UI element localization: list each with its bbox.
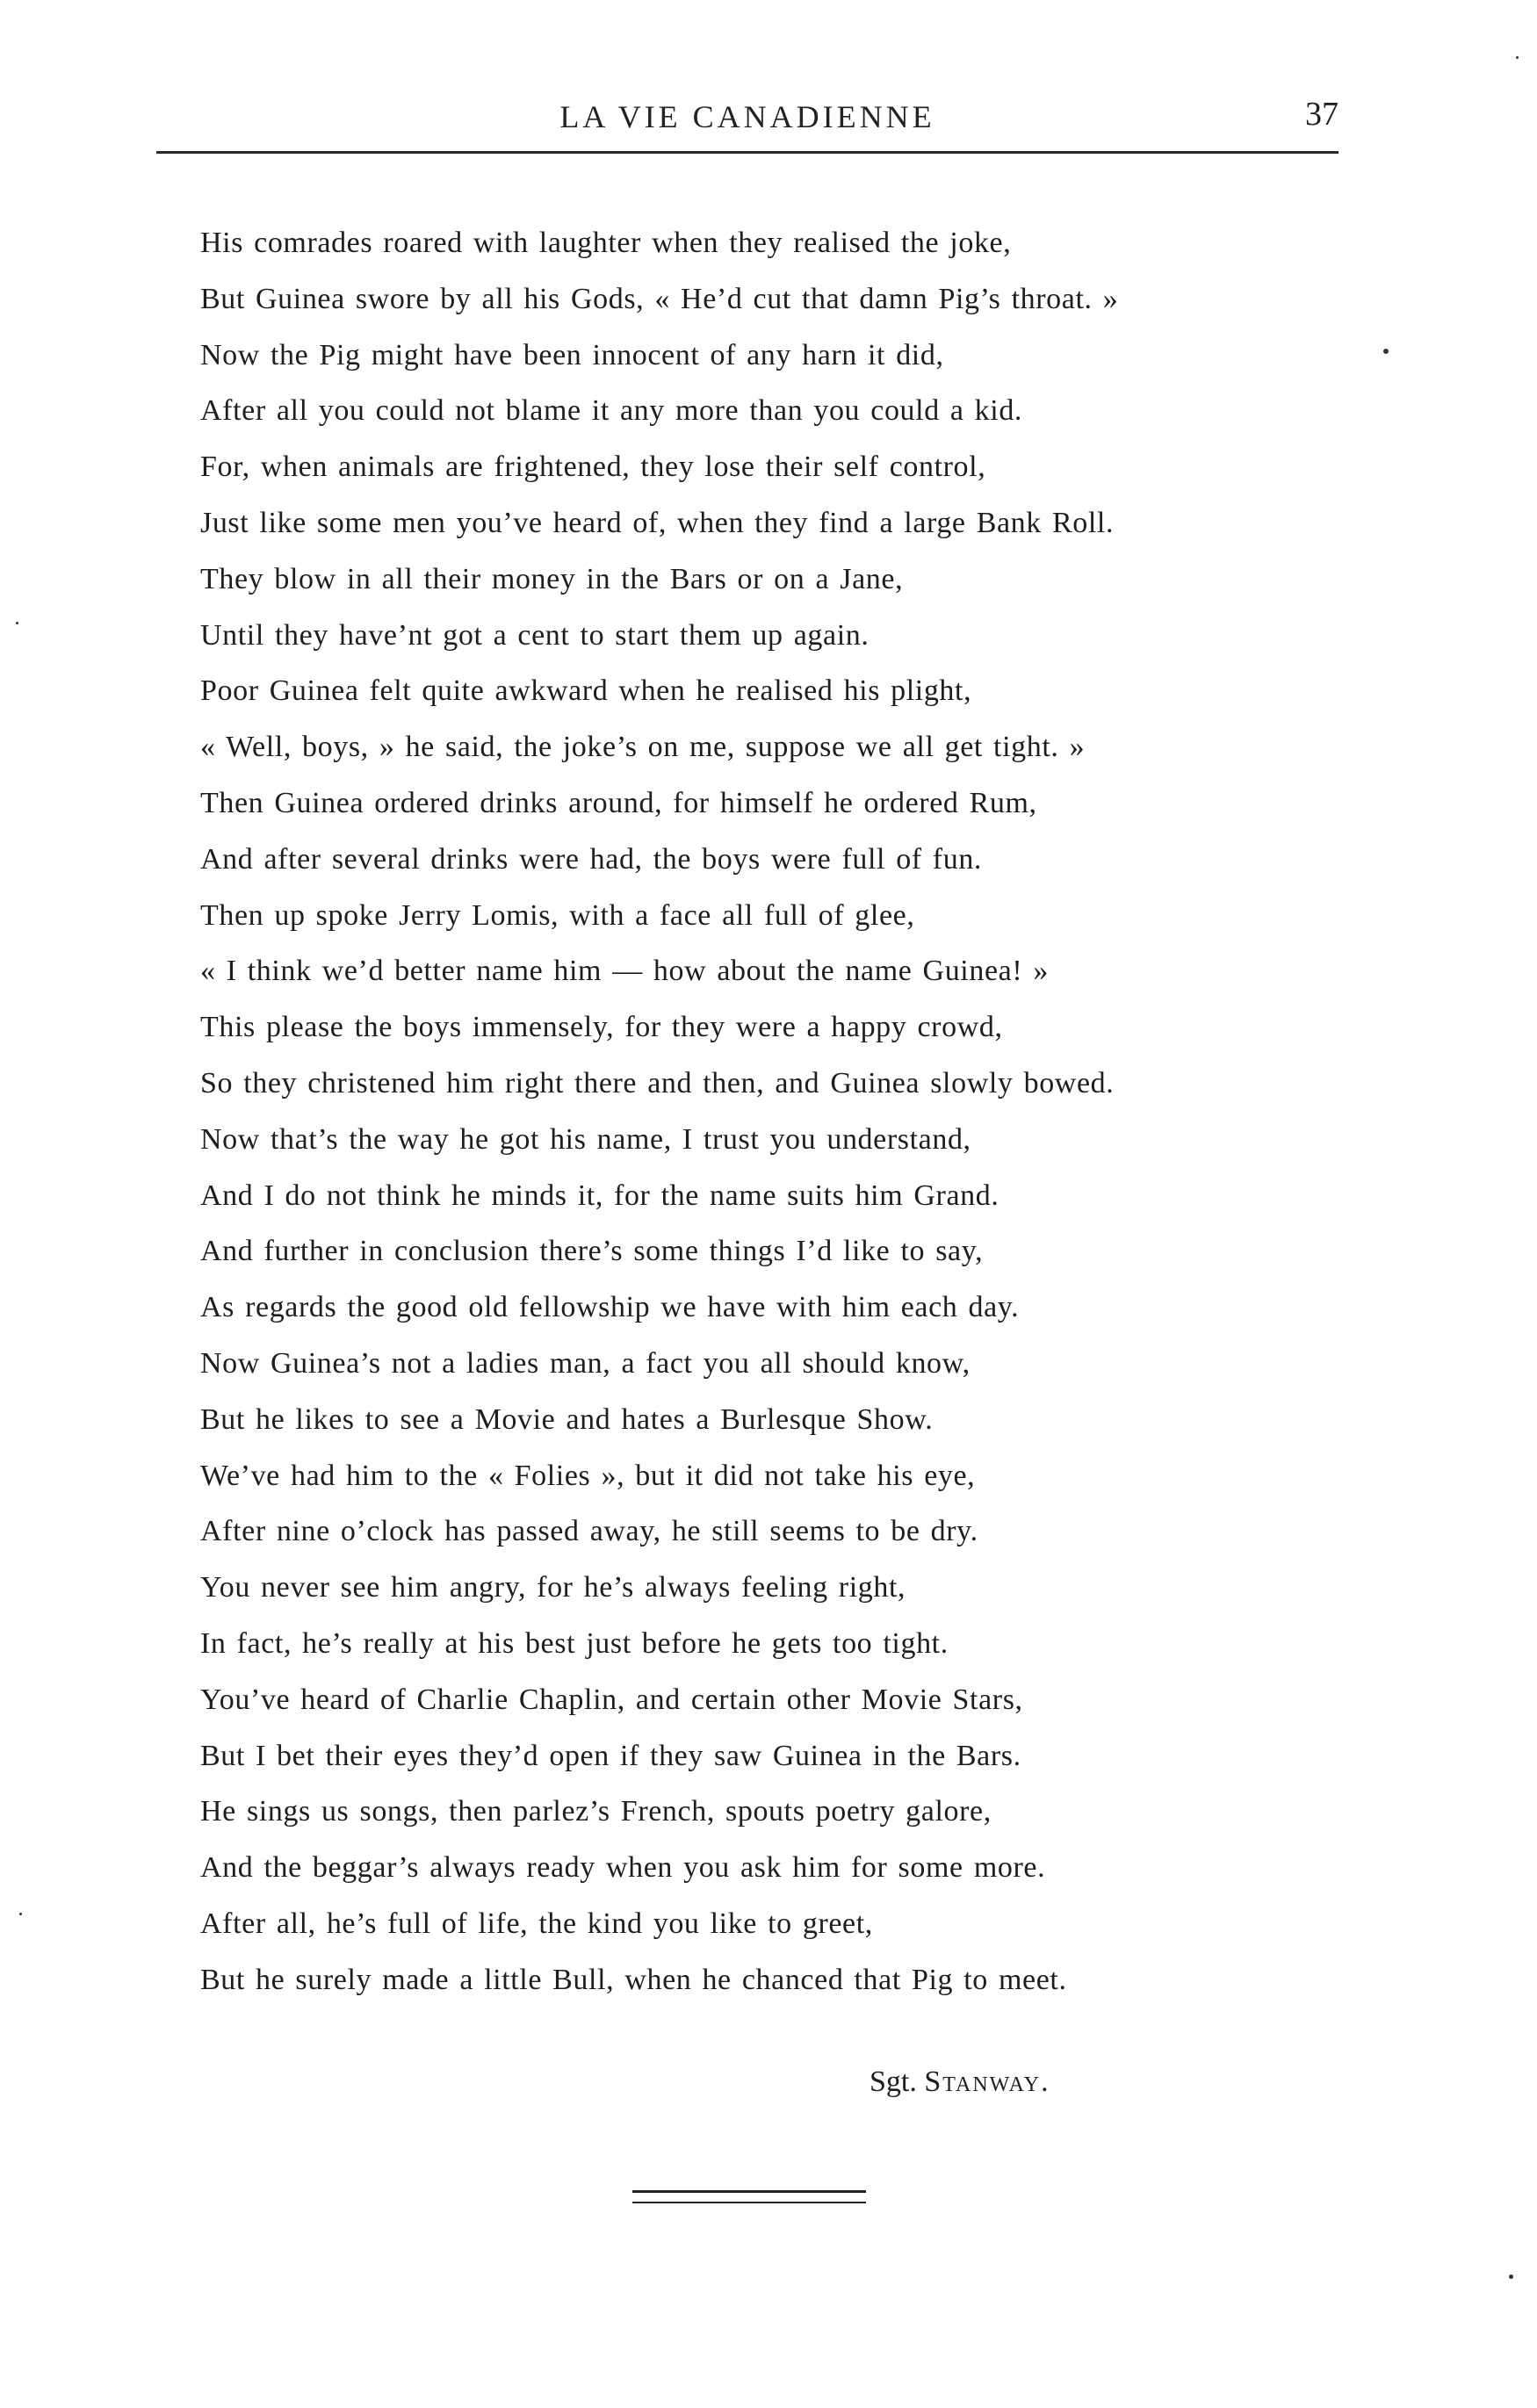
poem-line: As regards the good old fellowship we have with him each day. <box>200 1291 1020 1324</box>
scan-speck <box>1383 349 1389 354</box>
poem-line: « Well, boys, » he said, the joke’s on me, suppose we all get tight. » <box>200 731 1086 764</box>
poem-line: After nine o’clock has passed away, he still seems to be dry. <box>200 1515 978 1548</box>
scan-speck <box>16 622 18 624</box>
poem-line: After all, he’s full of life, the kind you like to greet, <box>200 1907 873 1940</box>
running-title: LA VIE CANADIENNE <box>559 99 935 134</box>
running-head <box>156 91 1339 162</box>
poem-line: « I think we’d better name him — how about the name Guinea! » <box>200 955 1049 988</box>
poem-line: This please the boys immensely, for they were a happy crowd, <box>200 1011 1003 1044</box>
poem-line: You never see him angry, for he’s always feeling right, <box>200 1571 906 1604</box>
poem-line: Now the Pig might have been innocent of any harn it did, <box>200 338 944 371</box>
poem-line: They blow in all their money in the Bars or on a Jane, <box>200 562 904 595</box>
author-signature <box>870 2066 1050 2099</box>
scan-speck <box>1509 2275 1513 2279</box>
poem-line: And further in conclusion there’s some things I’d like to say, <box>200 1235 984 1268</box>
poem-line: After all you could not blame it any more than you could a kid. <box>200 394 1023 428</box>
scan-speck <box>19 1913 22 1915</box>
poem-line: And after several drinks were had, the boys were full of fun. <box>200 842 983 876</box>
poem-line: His comrades roared with laughter when they realised the joke, <box>200 227 1012 259</box>
poem-line: And the beggar’s always ready when you ask him for some more. <box>200 1851 1046 1885</box>
poem-line: For, when animals are frightened, they lose their self control, <box>200 451 986 484</box>
signature-name: Stanway. <box>924 2066 1050 2098</box>
poem-line: Then up spoke Jerry Lomis, with a face all full of glee, <box>200 898 915 932</box>
poem-line: But he likes to see a Movie and hates a Burlesque Show. <box>200 1402 934 1436</box>
poem-line: But he surely made a little Bull, when he chanced that Pig to meet. <box>200 1963 1067 1996</box>
end-rule <box>632 2190 866 2203</box>
poem-line: Then Guinea ordered drinks around, for himself he ordered Rum, <box>200 786 1037 819</box>
poem-line: Poor Guinea felt quite awkward when he realised his plight, <box>200 674 972 708</box>
signature-rank: Sgt. <box>870 2066 917 2098</box>
poem-line: But I bet their eyes they’d open if they saw Guinea in the Bars. <box>200 1739 1021 1772</box>
poem-line: In fact, he’s really at his best just before he gets too tight. <box>200 1626 949 1660</box>
scan-speck <box>1516 56 1519 59</box>
poem-line: We’ve had him to the « Folies », but it did not take his eye, <box>200 1459 976 1492</box>
poem-line: Until they have’nt got a cent to start them up again. <box>200 618 870 652</box>
poem-line: He sings us songs, then parlez’s French, spouts poetry galore, <box>200 1795 992 1828</box>
poem-line: Just like some men you’ve heard of, when they find a large Bank Roll. <box>200 506 1115 539</box>
poem-line: And I do not think he minds it, for the name suits him Grand. <box>200 1179 999 1212</box>
poem-line: Now that’s the way he got his name, I trust you understand, <box>200 1122 971 1156</box>
poem-line: But Guinea swore by all his Gods, « He’d cut that damn Pig’s throat. » <box>200 282 1119 315</box>
poem-line: Now Guinea’s not a ladies man, a fact you all should know, <box>200 1346 971 1380</box>
poem-line: You’ve heard of Charlie Chaplin, and certain other Movie Stars, <box>200 1683 1023 1716</box>
page-number: 37 <box>1305 96 1339 133</box>
poem <box>200 215 1333 2008</box>
poem-line: So they christened him right there and then, and Guinea slowly bowed. <box>200 1066 1115 1099</box>
header-rule <box>156 151 1339 154</box>
